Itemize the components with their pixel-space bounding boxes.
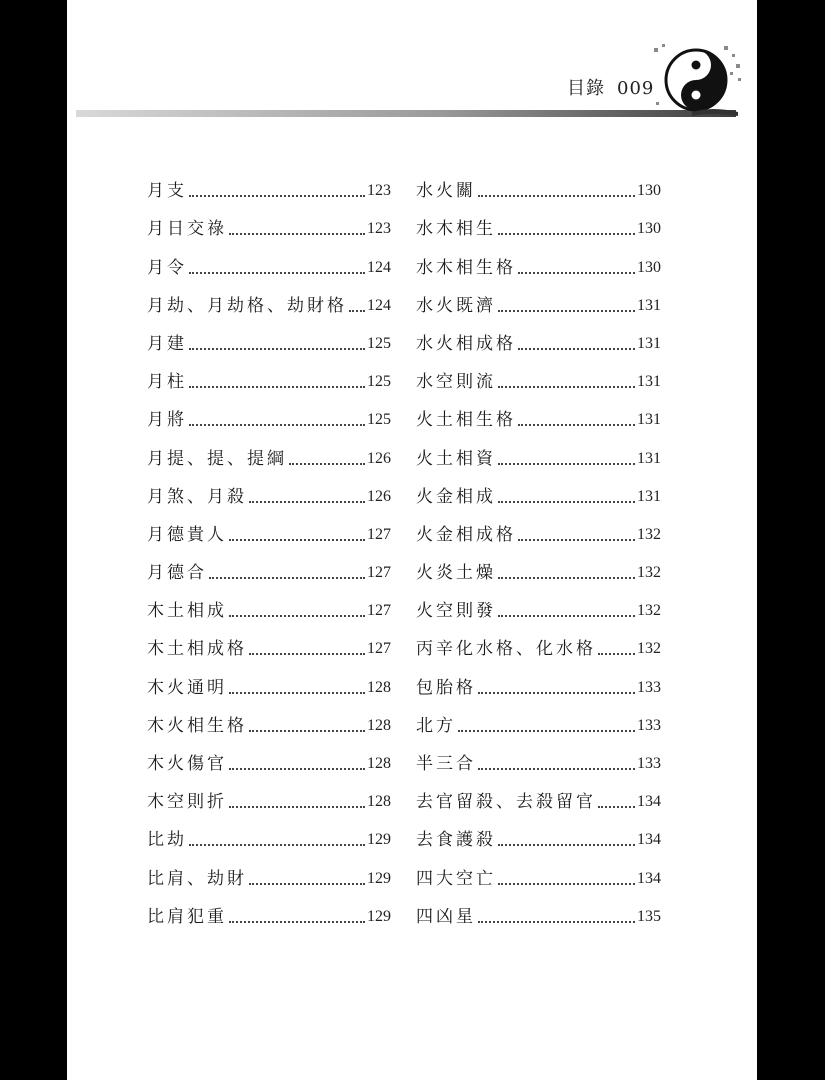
toc-entry xyxy=(416,707,661,745)
toc-entry-page: 127 xyxy=(367,564,391,582)
toc-entry xyxy=(416,554,661,592)
toc-entry xyxy=(416,210,661,248)
toc-entry xyxy=(416,859,661,897)
toc-entry xyxy=(147,745,391,783)
toc-entry-label: 月劫、月劫格、劫財格 xyxy=(147,295,347,316)
dot-leader xyxy=(518,539,635,541)
dot-leader xyxy=(478,921,635,923)
dot-leader xyxy=(498,615,635,617)
toc-entry-page: 131 xyxy=(637,449,661,467)
dot-leader xyxy=(229,692,365,694)
toc-entry-page: 131 xyxy=(637,334,661,352)
toc-entry-label: 去官留殺、去殺留官 xyxy=(416,792,596,813)
dot-leader xyxy=(518,348,635,350)
toc-entry xyxy=(416,668,661,706)
dot-leader xyxy=(189,195,365,197)
toc-entry xyxy=(147,668,391,706)
toc-entry-page: 129 xyxy=(367,869,391,887)
toc-entry xyxy=(416,745,661,783)
toc-entry-page: 132 xyxy=(637,640,661,658)
chapter-title: 目錄 xyxy=(567,78,605,99)
dot-leader xyxy=(478,768,635,770)
toc-entry-label: 四凶星 xyxy=(416,906,476,927)
toc-entry xyxy=(416,287,661,325)
toc-entry-label: 火土相生格 xyxy=(416,410,516,431)
toc-entry-page: 130 xyxy=(637,182,661,200)
toc-entry-label: 丙辛化水格、化水格 xyxy=(416,639,596,660)
toc-entry-page: 135 xyxy=(637,907,661,925)
toc-entry xyxy=(147,783,391,821)
toc-entry-label: 比肩、劫財 xyxy=(147,868,247,889)
toc-entry-label: 火金相成 xyxy=(416,486,496,507)
toc-entry-page: 134 xyxy=(637,869,661,887)
toc-entry-label: 木火通明 xyxy=(147,677,227,698)
toc-entry xyxy=(416,478,661,516)
dot-leader xyxy=(289,463,365,465)
dot-leader xyxy=(498,386,635,388)
toc-entry xyxy=(416,172,661,210)
toc-entry-page: 128 xyxy=(367,793,391,811)
toc-entry-page: 127 xyxy=(367,525,391,543)
toc-entry-page: 127 xyxy=(367,640,391,658)
dot-leader xyxy=(498,501,635,503)
toc-entry-page: 132 xyxy=(637,525,661,543)
toc-entry-label: 四大空亡 xyxy=(416,868,496,889)
toc-entry-page: 133 xyxy=(637,716,661,734)
dot-leader xyxy=(229,233,365,235)
dot-leader xyxy=(189,844,365,846)
header-page-number: 009 xyxy=(617,78,655,99)
dot-leader xyxy=(498,233,635,235)
toc-entry-label: 比肩犯重 xyxy=(147,906,227,927)
toc-entry-page: 134 xyxy=(637,831,661,849)
dot-leader xyxy=(498,883,635,885)
toc-entry xyxy=(147,478,391,516)
toc-entry xyxy=(416,363,661,401)
dot-leader xyxy=(229,615,365,617)
toc-entry-page: 128 xyxy=(367,716,391,734)
header-rule xyxy=(76,110,736,117)
toc-entry xyxy=(416,898,661,936)
toc-entry-page: 128 xyxy=(367,755,391,772)
toc-entry-page: 131 xyxy=(637,487,661,505)
toc-entry-page: 127 xyxy=(367,602,391,620)
toc-entry-label: 月將 xyxy=(147,410,187,431)
toc-entry xyxy=(147,401,391,439)
dot-leader xyxy=(498,577,635,579)
toc-entry-label: 水火關 xyxy=(416,181,476,202)
dot-leader xyxy=(518,272,635,274)
toc-entry-label: 月支 xyxy=(147,181,187,202)
toc-entry xyxy=(147,248,391,286)
dot-leader xyxy=(498,844,635,846)
toc-entry xyxy=(147,707,391,745)
dot-leader xyxy=(189,348,365,350)
dot-leader xyxy=(229,539,365,541)
toc-entry-page: 124 xyxy=(367,258,391,276)
toc-entry xyxy=(147,325,391,363)
toc-entry xyxy=(147,210,391,248)
toc-entry xyxy=(147,554,391,592)
toc-entry-label: 水木相生 xyxy=(416,219,496,240)
toc-entry xyxy=(147,630,391,668)
toc-entry-page: 125 xyxy=(367,334,391,352)
dot-leader xyxy=(598,653,635,655)
dot-leader xyxy=(189,386,365,388)
toc-entry-label: 半三合 xyxy=(416,754,476,774)
toc-entry-label: 木土相成格 xyxy=(147,639,247,660)
toc-entry xyxy=(147,287,391,325)
dot-leader xyxy=(498,310,635,312)
toc-entry-label: 包胎格 xyxy=(416,677,476,698)
toc-entry xyxy=(416,592,661,630)
toc-entry-page: 123 xyxy=(367,220,391,238)
toc-entry-page: 131 xyxy=(637,411,661,429)
toc-entry-page: 134 xyxy=(637,793,661,811)
toc-entry-page: 130 xyxy=(637,258,661,276)
toc-entry xyxy=(147,898,391,936)
toc-entry-label: 火金相成格 xyxy=(416,524,516,545)
toc-entry xyxy=(416,783,661,821)
toc-entry-page: 131 xyxy=(637,296,661,314)
toc-entry xyxy=(416,248,661,286)
dot-leader xyxy=(229,806,365,808)
toc-entry-label: 火土相資 xyxy=(416,448,496,469)
toc-entry xyxy=(416,439,661,477)
toc-entry-page: 124 xyxy=(367,296,391,314)
dot-leader xyxy=(598,806,635,808)
toc-entry xyxy=(416,821,661,859)
toc-entry xyxy=(147,439,391,477)
toc-entry-page: 128 xyxy=(367,678,391,696)
yin-yang-icon xyxy=(652,42,742,122)
toc-column-left xyxy=(147,172,391,936)
dot-leader xyxy=(498,463,635,465)
dot-leader xyxy=(518,424,635,426)
toc-entry xyxy=(416,401,661,439)
toc-entry xyxy=(147,172,391,210)
toc-entry-page: 123 xyxy=(367,182,391,200)
toc-entry xyxy=(416,630,661,668)
toc-entry xyxy=(416,516,661,554)
toc-entry-label: 木火相生格 xyxy=(147,715,247,736)
toc-entry-page: 132 xyxy=(637,564,661,582)
toc-entry-page: 133 xyxy=(637,678,661,696)
toc-entry-label: 月令 xyxy=(147,257,187,278)
dot-leader xyxy=(229,921,365,923)
dot-leader xyxy=(249,730,365,732)
toc-entry xyxy=(147,821,391,859)
toc-entry-page: 126 xyxy=(367,487,391,505)
toc-entry-page: 131 xyxy=(637,373,661,391)
toc-entry-page: 129 xyxy=(367,907,391,925)
toc-entry xyxy=(147,363,391,401)
dot-leader xyxy=(349,310,365,312)
dot-leader xyxy=(478,692,635,694)
toc-entry-page: 132 xyxy=(637,602,661,620)
toc-entry-label: 木土相成 xyxy=(147,601,227,622)
toc-entry-label: 火空則發 xyxy=(416,601,496,622)
book-page xyxy=(67,0,757,1080)
toc-entry-label: 月德合 xyxy=(147,563,207,584)
toc-entry-page: 125 xyxy=(367,373,391,391)
toc-column-right xyxy=(416,172,661,936)
toc-entry-label: 木火傷官 xyxy=(147,754,227,774)
toc-entry-label: 月建 xyxy=(147,333,187,354)
running-header xyxy=(567,74,654,100)
dot-leader xyxy=(189,424,365,426)
toc-entry-label: 火炎土燥 xyxy=(416,563,496,584)
dot-leader xyxy=(249,653,365,655)
toc-entry-label: 月柱 xyxy=(147,372,187,393)
toc-entry-label: 月煞、月殺 xyxy=(147,486,247,507)
toc-entry-label: 月提、提、提綱 xyxy=(147,448,287,469)
toc-entry xyxy=(147,516,391,554)
toc-entry-page: 133 xyxy=(637,755,661,772)
dot-leader xyxy=(249,501,365,503)
dot-leader xyxy=(458,730,635,732)
dot-leader xyxy=(189,272,365,274)
toc-entry-label: 水火既濟 xyxy=(416,295,496,316)
toc-entry-page: 126 xyxy=(367,449,391,467)
toc-entry xyxy=(416,325,661,363)
toc-entry-page: 129 xyxy=(367,831,391,849)
toc-entry-label: 木空則折 xyxy=(147,792,227,813)
toc-entry-label: 月日交祿 xyxy=(147,219,227,240)
toc-entry-label: 去食護殺 xyxy=(416,830,496,851)
toc-entry xyxy=(147,592,391,630)
toc-entry xyxy=(147,859,391,897)
toc-entry-label: 月德貴人 xyxy=(147,524,227,545)
toc-entry-label: 水火相成格 xyxy=(416,333,516,354)
toc-entry-page: 125 xyxy=(367,411,391,429)
dot-leader xyxy=(209,577,365,579)
dot-leader xyxy=(249,883,365,885)
toc-entry-label: 水空則流 xyxy=(416,372,496,393)
toc-entry-label: 北方 xyxy=(416,715,456,736)
toc-entry-page: 130 xyxy=(637,220,661,238)
toc-entry-label: 水木相生格 xyxy=(416,257,516,278)
dot-leader xyxy=(229,768,365,770)
toc-entry-label: 比劫 xyxy=(147,830,187,851)
dot-leader xyxy=(478,195,635,197)
